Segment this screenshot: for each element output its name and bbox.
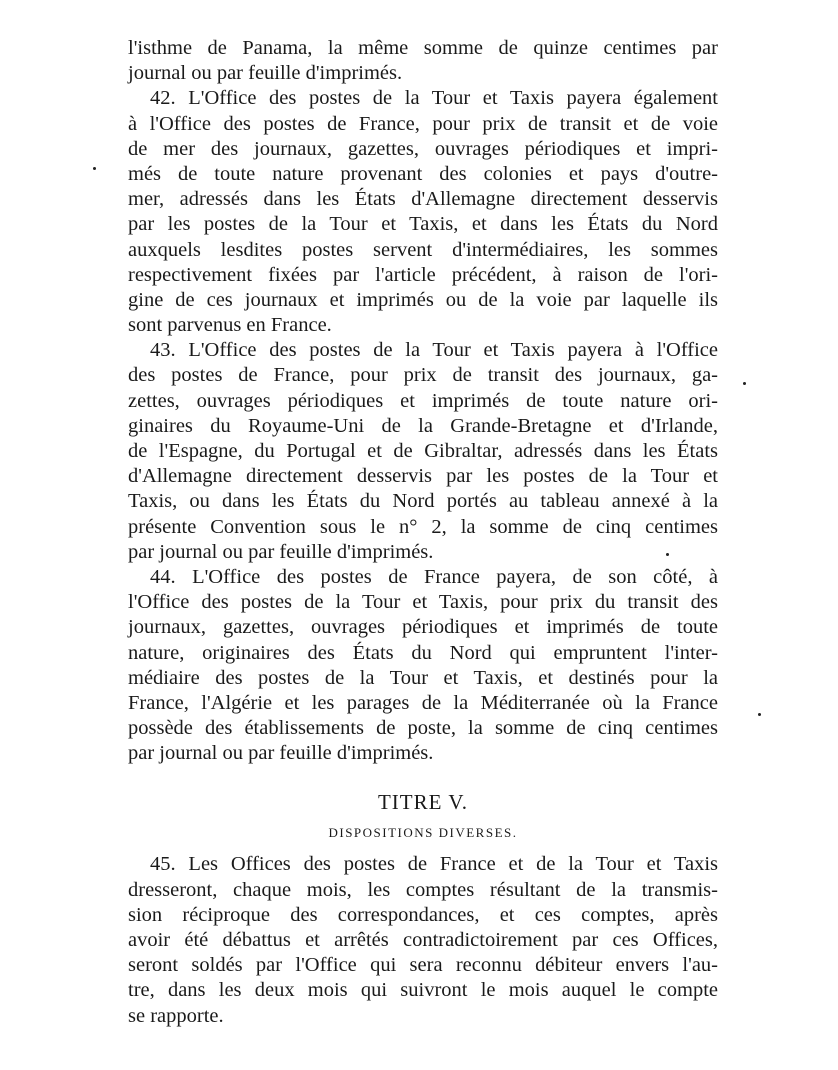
text-line: par journal ou par feuille d'imprimés.: [128, 540, 434, 563]
text-line: médiaire des postes de la Tour et Taxis, et destinés pour la: [128, 666, 718, 689]
scan-speck: [93, 167, 96, 170]
text-line: possède des établissements de poste, la somme de cinq centimes: [128, 717, 718, 740]
text-line: nature, originaires des États du Nord qui empruntent l'inter-: [128, 641, 718, 664]
text-line: de l'Espagne, du Portugal et de Gibraltar, adressés dans les États: [128, 440, 718, 462]
section-title: TITRE V.: [377, 790, 469, 815]
text-line: sion réciproque des correspondances, et ces comptes, après: [128, 903, 718, 926]
text-line: seront soldés par l'Office qui sera reconnu débiteur envers l'au-: [128, 954, 718, 977]
text-line: France, l'Algérie et les parages de la Méditerranée où la France: [128, 691, 718, 714]
text-line: respectivement fixées par l'article précédent, à raison de l'ori-: [128, 263, 718, 286]
text-line: zettes, ouvrages périodiques et imprimés de toute nature ori-: [128, 389, 718, 412]
text-line: Taxis, ou dans les États du Nord portés au tableau annexé à la: [128, 490, 718, 513]
text-line: l'Office des postes de la Tour et Taxis, pour prix du transit des: [128, 591, 718, 614]
text-line: dresseront, chaque mois, les comptes résultant de la transmis-: [128, 878, 718, 901]
section-subtitle: DISPOSITIONS DIVERSES.: [328, 825, 518, 841]
text-line: journaux, gazettes, ouvrages périodiques et imprimés de toute: [128, 616, 718, 639]
text-line: tre, dans les deux mois qui suivront le mois auquel le compte: [128, 979, 718, 1002]
text-line: ginaires du Royaume-Uni de la Grande-Bretagne et d'Irlande,: [128, 414, 718, 437]
paragraph-art-45: [128, 852, 718, 1028]
text-line: par les postes de la Tour et Taxis, et dans les États du Nord: [128, 213, 718, 236]
text-line: des postes de France, pour prix de transit des journaux, ga-: [128, 364, 718, 387]
scan-speck: [666, 553, 669, 556]
text-line: présente Convention sous le n° 2, la somme de cinq centimes: [128, 515, 718, 538]
text-line: par journal ou par feuille d'imprimés.: [128, 742, 434, 765]
text-line: avoir été débattus et arrêtés contradictoirement par ces Offices,: [128, 929, 718, 951]
text-line: 43. L'Office des postes de la Tour et Taxis payera à l'Office: [150, 339, 718, 362]
text-line: à l'Office des postes de France, pour prix de transit et de voie: [128, 112, 718, 135]
text-line: 44. L'Office des postes de France payera, de son côté, à: [150, 565, 718, 588]
paragraph-art-42: [128, 86, 718, 338]
text-line: mer, adressés dans les États d'Allemagne directement desservis: [128, 188, 718, 211]
text-column: [128, 36, 718, 1029]
text-line: sont parvenus en France.: [128, 314, 332, 337]
text-line: 45. Les Offices des postes de France et de la Tour et Taxis: [150, 853, 718, 876]
text-line: de mer des journaux, gazettes, ouvrages périodiques et impri-: [128, 137, 718, 160]
text-line: 42. L'Office des postes de la Tour et Taxis payera également: [150, 87, 718, 110]
text-line: journal ou par feuille d'imprimés.: [128, 62, 403, 85]
text-line: gine de ces journaux et imprimés ou de la voie par laquelle ils: [128, 288, 718, 311]
text-line: l'isthme de Panama, la même somme de quinze centimes par: [128, 37, 718, 59]
scan-speck: [758, 713, 761, 716]
scan-speck: [743, 382, 746, 385]
paragraph-art-44: [128, 565, 718, 767]
paragraph-art-41-end: [128, 36, 718, 86]
paragraph-art-43: [128, 338, 718, 565]
text-line: d'Allemagne directement desservis par les postes de la Tour et: [128, 465, 718, 488]
text-line: auxquels lesdites postes servent d'intermédiaires, les sommes: [128, 238, 718, 261]
text-line: se rapporte.: [128, 1004, 224, 1027]
text-line: més de toute nature provenant des colonies et pays d'outre-: [128, 162, 718, 185]
